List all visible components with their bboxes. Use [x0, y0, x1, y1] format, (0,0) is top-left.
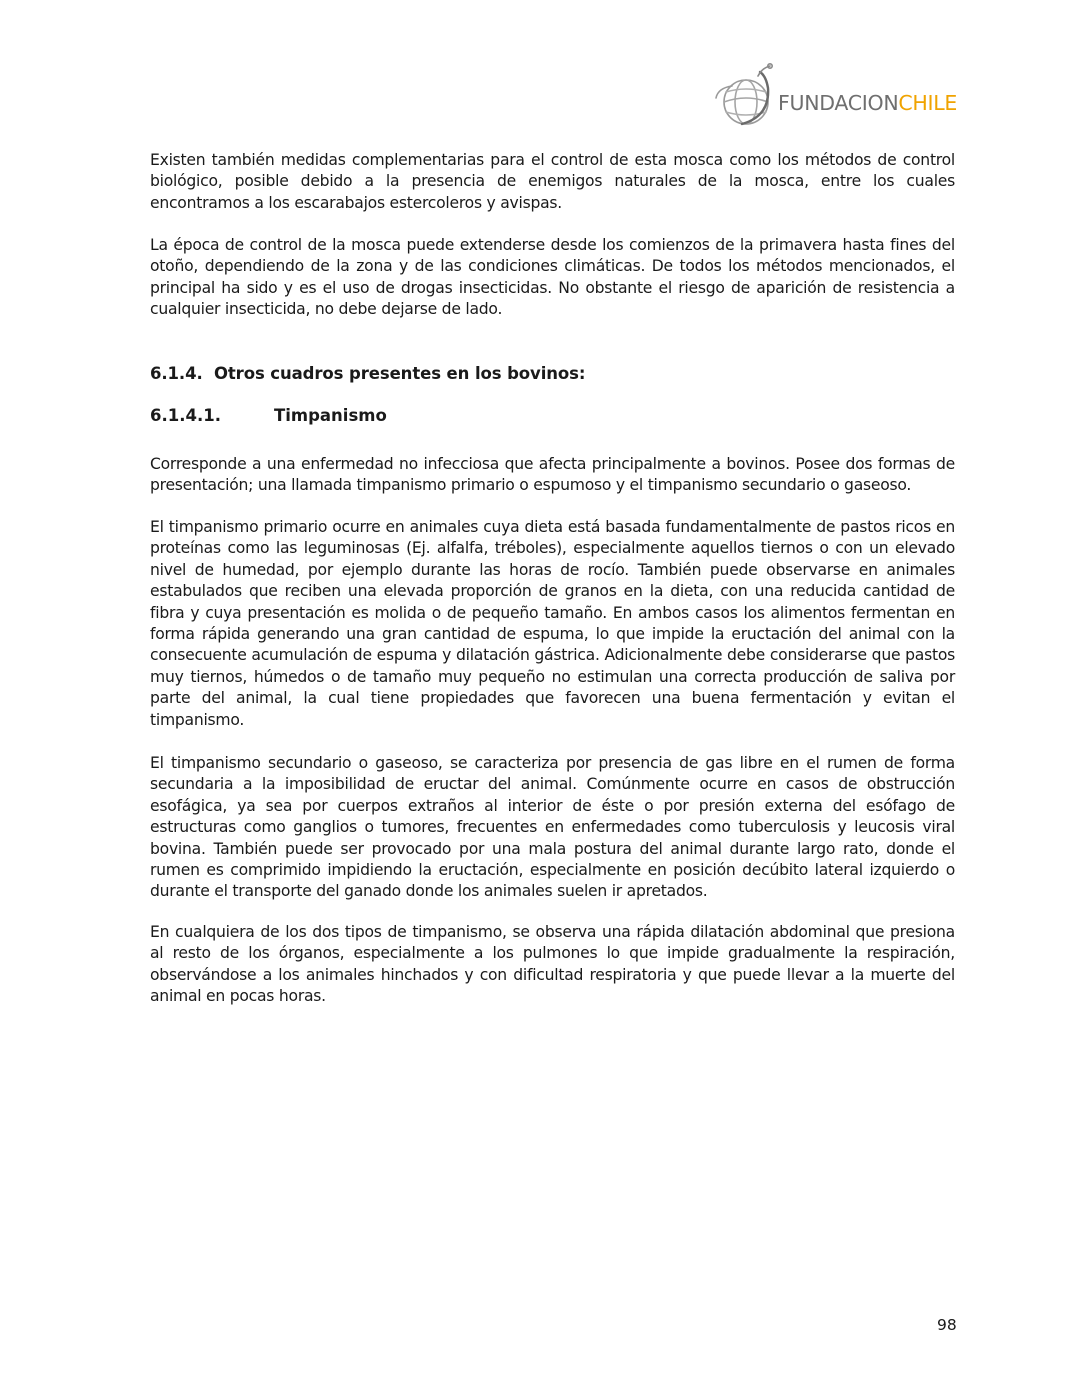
subsection-number: 6.1.4.1. — [150, 406, 221, 425]
paragraph-timpanismo-intro: Corresponde a una enfermedad no infecciosa que afecta principalmente a bovinos. Posee dos formas de presentación; una llamada timpanismo primario o espumoso y el timpanismo secundario o gaseoso. — [150, 455, 955, 495]
paragraph-control-season: La época de control de la mosca puede extenderse desde los comienzos de la primavera hasta fines del otoño, dependiendo de la zona y de las condiciones climáticas. De todos los métodos mencionados, el principal ha sido y es el uso de drogas insecticidas. No obstante el riesgo de aparición de resistencia a cualquier insecticida, no debe dejarse de lado. — [150, 236, 955, 319]
section-title: Otros cuadros presentes en los bovinos: — [213, 364, 586, 383]
fundacion-chile-logo — [712, 58, 962, 130]
logo-text-chile: CHILE — [898, 91, 958, 115]
section-heading — [150, 364, 585, 383]
subsection-heading — [150, 406, 387, 425]
logo-text-fundacion: FUNDACION — [778, 91, 899, 115]
paragraph-timpanismo-primario: El timpanismo primario ocurre en animales cuya dieta está basada fundamentalmente de pastos ricos en proteínas como las leguminosas (Ej. alfalfa, tréboles), especialmente aquellos tiernos o con un elevado nivel de humedad, por ejemplo durante las horas de rocío. También puede observarse en animales estabulados que reciben una elevada proporción de granos en la dieta, con una reducida cantidad de fibra y cuya presentación es molida o de pequeño tamaño. En ambos casos los alimentos fermentan en forma rápida generando una gran cantidad de espuma, lo que impide la eructación del animal con la consecuente acumulación de espuma y dilatación gástrica. Adicionalmente debe considerarse que pastos muy tiernos, húmedos o de tamaño muy pequeño no estimulan una correcta producción de saliva por parte del animal, la cual tiene propiedades que favorecen una buena fermentación y evitan el timpanismo. — [150, 518, 955, 729]
logo-wordmark — [778, 91, 957, 115]
paragraph-timpanismo-consecuencias: En cualquiera de los dos tipos de timpanismo, se observa una rápida dilatación abdominal que presiona al resto de los órganos, especialmente a los pulmones lo que impide gradualmente la respiración, observándose a los animales hinchados y con dificultad respiratoria y que puede llevar a la muerte del animal en pocas horas. — [150, 923, 955, 1006]
page-number: 98 — [937, 1316, 957, 1334]
section-number: 6.1.4. — [150, 364, 203, 383]
globe-swoosh-icon — [712, 58, 784, 130]
paragraph-biological-control: Existen también medidas complementarias para el control de esta mosca como los métodos de control biológico, posible debido a la presencia de enemigos naturales de la mosca, entre los cuales encontramos a los escarabajos estercoleros y avispas. — [150, 151, 955, 212]
paragraph-timpanismo-secundario: El timpanismo secundario o gaseoso, se caracteriza por presencia de gas libre en el rumen de forma secundaria a la imposibilidad de eructar del animal. Comúnmente ocurre en casos de obstrucción esofágica, ya sea por cuerpos extraños al interior de éste o por presión externa del esófago de estructuras como ganglios o tumores, frecuentes en enfermedades como tuberculosis y leucosis viral bovina. También puede ser provocado por una mala postura del animal durante largo rato, donde el rumen es comprimido impidiendo la eructación, especialmente en posición decúbito lateral izquierdo o durante el transporte del ganado donde los animales suelen ir apretados. — [150, 754, 955, 901]
subsection-title: Timpanismo — [274, 406, 387, 425]
